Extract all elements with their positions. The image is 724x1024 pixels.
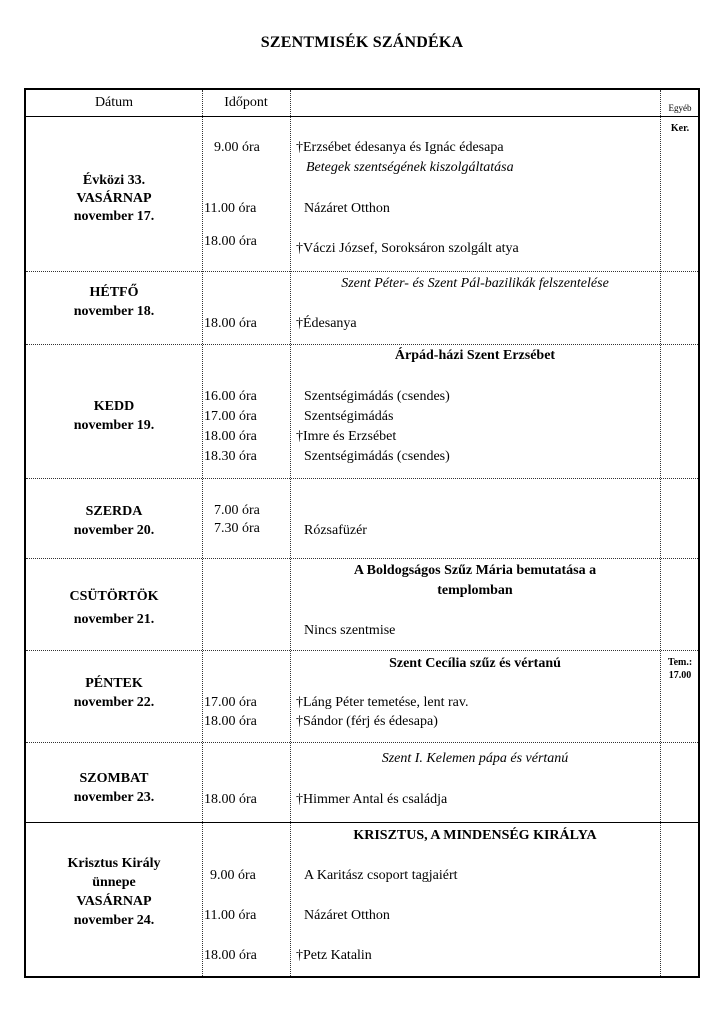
day-date: november 22. (73, 695, 155, 710)
feast-name: KRISZTUS, A MINDENSÉG KIRÁLYA (353, 828, 597, 843)
page-title: SZENTMISÉK SZÁNDÉKA (260, 34, 464, 51)
day-date: november 17. (73, 209, 155, 224)
mass-time: 17.00 óra (204, 695, 257, 710)
mass-time: 11.00 óra (204, 908, 257, 923)
intention: †Édesanya (296, 316, 357, 331)
mass-time: 18.00 óra (204, 948, 257, 963)
intention: A Karitász csoport tagjaiért (304, 868, 458, 883)
day-label: KEDD (93, 399, 135, 414)
day-label: SZOMBAT (79, 771, 149, 786)
feast-name: templomban (437, 583, 513, 598)
day-date: november 20. (73, 523, 155, 538)
day-label: Krisztus Király (67, 856, 161, 871)
mass-time: 18.00 óra (204, 316, 257, 331)
feast-name: Szent I. Kelemen pápa és vértanú (381, 751, 569, 766)
mass-time: 11.00 óra (204, 201, 257, 216)
row-divider (26, 344, 698, 345)
column-divider (660, 90, 661, 976)
mass-time: 7.00 óra (214, 503, 260, 518)
mass-intentions-table (24, 88, 700, 978)
day-label: VASÁRNAP (76, 894, 152, 909)
intention: Szentségimádás (csendes) (304, 389, 450, 404)
mass-time: 17.00 óra (204, 409, 257, 424)
header-time: Időpont (224, 95, 268, 110)
other-note: 17.00 (668, 670, 692, 681)
other-note: Tem.: (667, 657, 693, 668)
day-date: november 18. (73, 304, 155, 319)
intention: †Petz Katalin (296, 948, 372, 963)
mass-time: 18.30 óra (204, 449, 257, 464)
row-divider (26, 742, 698, 743)
feast-name: Szent Cecília szűz és vértanú (389, 656, 561, 671)
day-date: november 21. (73, 612, 155, 627)
intention: †Sándor (férj és édesapa) (296, 714, 438, 729)
day-date: november 23. (73, 790, 155, 805)
row-divider (26, 478, 698, 479)
intention: †Imre és Erzsébet (296, 429, 397, 444)
column-divider (202, 90, 203, 976)
mass-time: 7.30 óra (214, 521, 260, 536)
day-label: Évközi 33. (82, 173, 146, 188)
day-label: VASÁRNAP (76, 191, 152, 206)
intention: Názáret Otthon (304, 908, 390, 923)
mass-time: 18.00 óra (204, 714, 257, 729)
row-divider (26, 271, 698, 272)
mass-time: 9.00 óra (214, 140, 260, 155)
intention: †Himmer Antal és családja (296, 792, 448, 807)
day-label: SZERDA (85, 504, 143, 519)
feast-name: Árpád-házi Szent Erzsébet (394, 348, 556, 363)
intention: †Láng Péter temetése, lent rav. (296, 695, 469, 710)
intention: †Erzsébet édesanya és Ignác édesapa (296, 140, 504, 155)
row-divider (26, 822, 698, 823)
intention: †Váczi József, Soroksáron szolgált atya (296, 241, 519, 256)
intention: Szentségimádás (csendes) (304, 449, 450, 464)
intention: Betegek szentségének kiszolgáltatása (306, 160, 514, 175)
header-divider (26, 116, 698, 117)
other-note: Ker. (670, 123, 690, 134)
row-divider (26, 650, 698, 651)
feast-name: Szent Péter- és Szent Pál-bazilikák felszentelése (341, 276, 609, 291)
mass-time: 16.00 óra (204, 389, 257, 404)
header-other: Egyéb (668, 103, 692, 113)
intention: Szentségimádás (304, 409, 394, 424)
day-label: PÉNTEK (85, 676, 143, 691)
feast-name: A Boldogságos Szűz Mária bemutatása a (353, 563, 597, 578)
intention: Rózsafüzér (304, 523, 367, 538)
day-date: november 19. (73, 418, 155, 433)
mass-time: 9.00 óra (210, 868, 256, 883)
intention: Nincs szentmise (304, 623, 396, 638)
mass-time: 18.00 óra (204, 429, 257, 444)
day-date: november 24. (73, 913, 155, 928)
intention: Názáret Otthon (304, 201, 390, 216)
day-label: CSÜTÖRTÖK (69, 589, 159, 604)
day-label: HÉTFŐ (89, 285, 139, 300)
header-date: Dátum (94, 95, 134, 110)
mass-time: 18.00 óra (204, 234, 257, 249)
day-label: ünnepe (92, 875, 136, 890)
mass-time: 18.00 óra (204, 792, 257, 807)
row-divider (26, 558, 698, 559)
